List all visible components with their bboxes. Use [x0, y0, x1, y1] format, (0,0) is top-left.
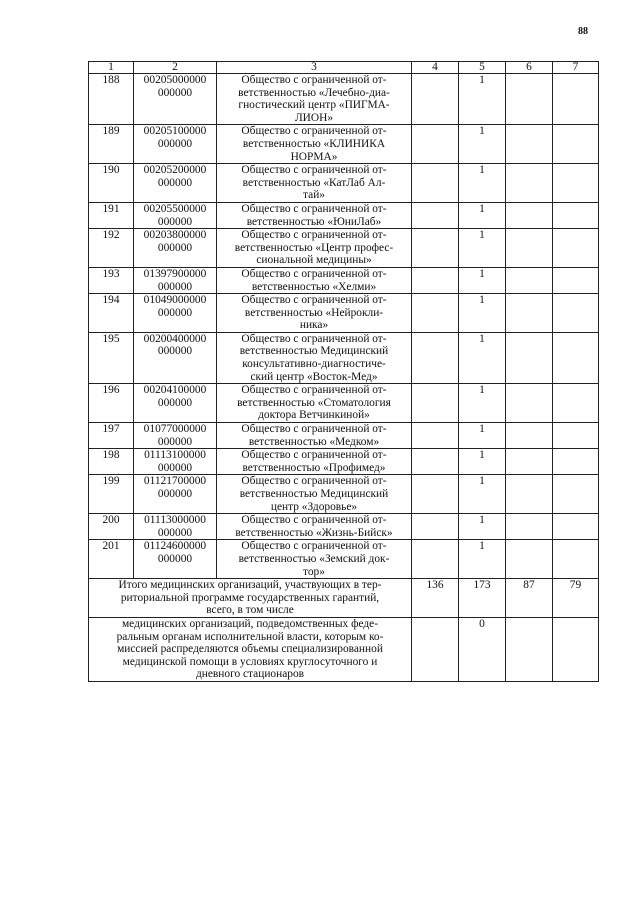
cell-col5: 1	[459, 423, 506, 449]
row-number: 192	[89, 229, 134, 268]
table-row	[89, 267, 599, 293]
organization-name: Общество с ограниченной от- ветственностью Медицинский консультативно-диагностиче- ский центр «Восток-Мед»	[217, 332, 412, 383]
cell-col7	[553, 125, 599, 164]
row-number: 195	[89, 332, 134, 383]
federal-col7	[553, 617, 599, 681]
column-header: 4	[412, 62, 459, 74]
total-row	[89, 579, 599, 618]
column-header: 1	[89, 62, 134, 74]
cell-col5: 1	[459, 164, 506, 203]
cell-col5: 1	[459, 267, 506, 293]
cell-col5: 1	[459, 475, 506, 514]
cell-col7	[553, 449, 599, 475]
organization-code: 01121700000 000000	[134, 475, 217, 514]
row-number: 190	[89, 164, 134, 203]
cell-col7	[553, 294, 599, 333]
table-row	[89, 125, 599, 164]
organization-code: 00205000000 000000	[134, 74, 217, 125]
organization-name: Общество с ограниченной от- ветственностью «КЛИНИКА НОРМА»	[217, 125, 412, 164]
cell-col4	[412, 267, 459, 293]
table-row	[89, 423, 599, 449]
cell-col5: 1	[459, 74, 506, 125]
table-row	[89, 164, 599, 203]
table-row	[89, 74, 599, 125]
cell-col6	[506, 332, 553, 383]
cell-col6	[506, 267, 553, 293]
total-col4: 136	[412, 579, 459, 618]
cell-col7	[553, 267, 599, 293]
cell-col4	[412, 164, 459, 203]
row-number: 191	[89, 202, 134, 228]
organization-code: 01113000000 000000	[134, 514, 217, 540]
cell-col4	[412, 202, 459, 228]
row-number: 198	[89, 449, 134, 475]
cell-col5: 1	[459, 202, 506, 228]
total-col6: 87	[506, 579, 553, 618]
table-row	[89, 540, 599, 579]
organization-code: 00204100000 000000	[134, 384, 217, 423]
cell-col7	[553, 202, 599, 228]
cell-col4	[412, 294, 459, 333]
cell-col7	[553, 475, 599, 514]
row-number: 199	[89, 475, 134, 514]
cell-col4	[412, 475, 459, 514]
cell-col5: 1	[459, 384, 506, 423]
organization-code: 01113100000 000000	[134, 449, 217, 475]
table-row	[89, 294, 599, 333]
row-number: 188	[89, 74, 134, 125]
column-header: 2	[134, 62, 217, 74]
total-col7: 79	[553, 579, 599, 618]
cell-col7	[553, 540, 599, 579]
federal-col5: 0	[459, 617, 506, 681]
cell-col7	[553, 332, 599, 383]
cell-col4	[412, 74, 459, 125]
cell-col7	[553, 74, 599, 125]
organization-name: Общество с ограниченной от- ветственностью «Лечебно-диа- гностический центр «ПИГМА- ЛИОН»	[217, 74, 412, 125]
organization-name: Общество с ограниченной от- ветственностью «Стоматология доктора Ветчинкиной»	[217, 384, 412, 423]
cell-col5: 1	[459, 514, 506, 540]
total-col5: 173	[459, 579, 506, 618]
column-header: 5	[459, 62, 506, 74]
federal-col4	[412, 617, 459, 681]
organization-code: 01049000000 000000	[134, 294, 217, 333]
organization-name: Общество с ограниченной от- ветственностью «Профимед»	[217, 449, 412, 475]
column-header-row	[89, 62, 599, 74]
table-row	[89, 384, 599, 423]
organization-name: Общество с ограниченной от- ветственностью «Нейрокли- ника»	[217, 294, 412, 333]
cell-col5: 1	[459, 332, 506, 383]
row-number: 189	[89, 125, 134, 164]
cell-col7	[553, 514, 599, 540]
cell-col4	[412, 332, 459, 383]
cell-col5: 1	[459, 294, 506, 333]
column-header: 3	[217, 62, 412, 74]
organization-name: Общество с ограниченной от- ветственностью «Земский док- тор»	[217, 540, 412, 579]
cell-col5: 1	[459, 449, 506, 475]
organization-code: 01124600000 000000	[134, 540, 217, 579]
cell-col4	[412, 384, 459, 423]
cell-col5: 1	[459, 540, 506, 579]
organizations-table	[88, 61, 599, 682]
organization-name: Общество с ограниченной от- ветственностью «КатЛаб Ал- тай»	[217, 164, 412, 203]
cell-col6	[506, 202, 553, 228]
column-header: 6	[506, 62, 553, 74]
cell-col4	[412, 125, 459, 164]
organization-name: Общество с ограниченной от- ветственностью Медицинский центр «Здоровье»	[217, 475, 412, 514]
table-row	[89, 202, 599, 228]
cell-col6	[506, 514, 553, 540]
column-header: 7	[553, 62, 599, 74]
cell-col6	[506, 164, 553, 203]
cell-col4	[412, 229, 459, 268]
cell-col6	[506, 540, 553, 579]
total-row-label: Итого медицинских организаций, участвующих в тер- риториальной программе государственных гарантий, всего, в том числе	[89, 579, 412, 618]
cell-col6	[506, 229, 553, 268]
cell-col6	[506, 294, 553, 333]
cell-col5: 1	[459, 125, 506, 164]
organization-code: 00205100000 000000	[134, 125, 217, 164]
cell-col5: 1	[459, 229, 506, 268]
row-number: 200	[89, 514, 134, 540]
cell-col6	[506, 384, 553, 423]
cell-col7	[553, 164, 599, 203]
organization-code: 01077000000 000000	[134, 423, 217, 449]
table-row	[89, 332, 599, 383]
cell-col7	[553, 229, 599, 268]
organization-code: 00200400000 000000	[134, 332, 217, 383]
organization-code: 01397900000 000000	[134, 267, 217, 293]
cell-col4	[412, 449, 459, 475]
cell-col6	[506, 74, 553, 125]
cell-col6	[506, 423, 553, 449]
organization-code: 00203800000 000000	[134, 229, 217, 268]
table-row	[89, 475, 599, 514]
organization-name: Общество с ограниченной от- ветственностью «ЮниЛаб»	[217, 202, 412, 228]
cell-col6	[506, 125, 553, 164]
organization-code: 00205200000 000000	[134, 164, 217, 203]
organization-name: Общество с ограниченной от- ветственностью «Хелми»	[217, 267, 412, 293]
page-number: 88	[578, 26, 588, 37]
table-row	[89, 514, 599, 540]
federal-row	[89, 617, 599, 681]
organization-name: Общество с ограниченной от- ветственностью «Медком»	[217, 423, 412, 449]
organization-name: Общество с ограниченной от- ветственностью «Жизнь-Бийск»	[217, 514, 412, 540]
cell-col6	[506, 475, 553, 514]
cell-col4	[412, 423, 459, 449]
organization-code: 00205500000 000000	[134, 202, 217, 228]
cell-col6	[506, 449, 553, 475]
row-number: 194	[89, 294, 134, 333]
table-row	[89, 229, 599, 268]
row-number: 201	[89, 540, 134, 579]
cell-col4	[412, 514, 459, 540]
row-number: 193	[89, 267, 134, 293]
federal-row-label: медицинских организаций, подведомственных феде- ральным органам исполнительной власти, которым ко- миссией распределяются объемы специализированной медицинской помощи в условиях круглосуточного и дневного стационаров	[89, 617, 412, 681]
row-number: 196	[89, 384, 134, 423]
federal-col6	[506, 617, 553, 681]
cell-col7	[553, 384, 599, 423]
row-number: 197	[89, 423, 134, 449]
cell-col4	[412, 540, 459, 579]
cell-col7	[553, 423, 599, 449]
table-row	[89, 449, 599, 475]
organization-name: Общество с ограниченной от- ветственностью «Центр профес- сиональной медицины»	[217, 229, 412, 268]
